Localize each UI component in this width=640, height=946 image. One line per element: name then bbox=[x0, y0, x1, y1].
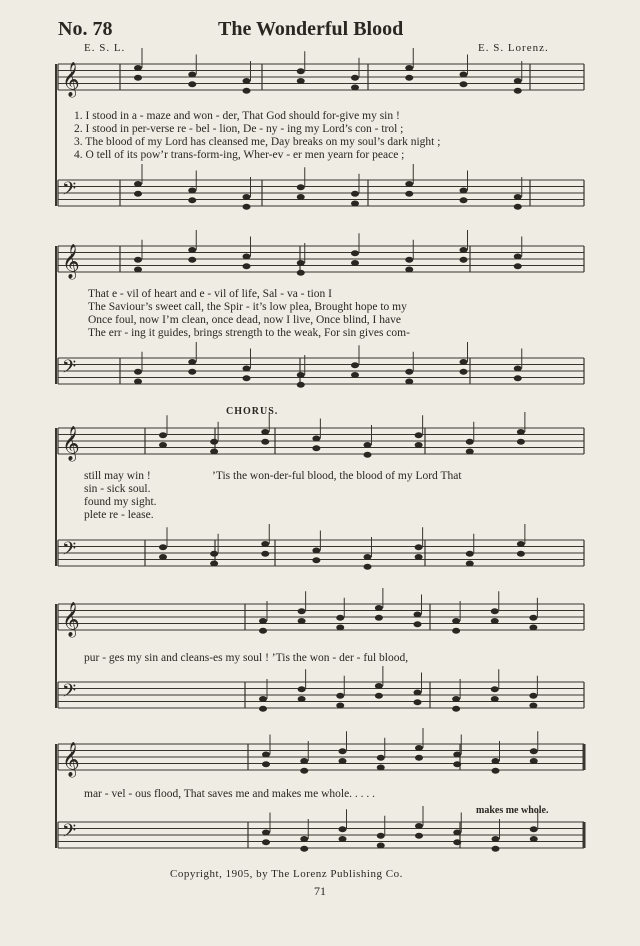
note-head bbox=[134, 379, 142, 385]
note-head bbox=[351, 75, 359, 81]
note-head bbox=[375, 693, 383, 699]
note-head bbox=[298, 686, 306, 692]
chorus-lyric-3: mar - vel - ous flood, That saves me and makes me whole. . . . . bbox=[84, 788, 376, 800]
note-head bbox=[466, 551, 474, 557]
verse2-line1: 2. I stood in per-verse re - bel - lion, De - ny - ing my Lord’s con - trol ; bbox=[74, 123, 404, 135]
note-head bbox=[259, 696, 267, 702]
bass-clef: 𝄢 bbox=[62, 821, 77, 846]
note-head bbox=[134, 65, 142, 71]
note-head bbox=[466, 449, 474, 455]
note-head bbox=[514, 366, 522, 372]
note-head bbox=[377, 843, 385, 849]
music-credit: E. S. Lorenz. bbox=[478, 42, 549, 54]
note-head bbox=[210, 449, 218, 455]
note-head bbox=[300, 836, 308, 842]
chorus-lyric-1: ’Tis the won-der-ful blood, the blood of my Lord That bbox=[212, 470, 462, 482]
note-head bbox=[298, 608, 306, 614]
note-head bbox=[243, 366, 251, 372]
note-head bbox=[492, 758, 500, 764]
note-head bbox=[491, 696, 499, 702]
note-head bbox=[159, 442, 167, 448]
system3-verse-endings bbox=[84, 470, 157, 522]
note-head bbox=[414, 621, 422, 627]
bass-clef: 𝄢 bbox=[62, 681, 77, 706]
note-head bbox=[466, 439, 474, 445]
note-head bbox=[415, 442, 423, 448]
note-head bbox=[336, 703, 344, 709]
note-head bbox=[243, 194, 251, 200]
verse1-ending: still may win ! bbox=[84, 470, 151, 482]
note-head bbox=[375, 605, 383, 611]
note-head bbox=[336, 625, 344, 631]
note-head bbox=[492, 846, 500, 852]
note-head bbox=[375, 615, 383, 621]
note-head bbox=[453, 761, 461, 767]
note-head bbox=[262, 830, 270, 836]
hymn-number: No. 78 bbox=[58, 18, 113, 40]
note-head bbox=[460, 197, 468, 203]
verse3-line1: 3. The blood of my Lord has cleansed me, Day breaks on my soul’s dark night ; bbox=[74, 136, 441, 148]
treble-clef: 𝄞 bbox=[62, 426, 80, 461]
verse4-line2: The err - ing it guides, brings strength to the weak, For sin gives com- bbox=[88, 327, 410, 339]
note-head bbox=[243, 375, 251, 381]
note-head bbox=[405, 267, 413, 273]
note-head bbox=[415, 432, 423, 438]
note-head bbox=[134, 181, 142, 187]
note-head bbox=[300, 846, 308, 852]
note-head bbox=[466, 561, 474, 567]
note-head bbox=[452, 618, 460, 624]
note-head bbox=[492, 768, 500, 774]
note-head bbox=[312, 445, 320, 451]
note-head bbox=[351, 250, 359, 256]
note-head bbox=[188, 197, 196, 203]
note-head bbox=[405, 379, 413, 385]
note-head bbox=[188, 188, 196, 194]
note-head bbox=[414, 690, 422, 696]
note-head bbox=[159, 554, 167, 560]
system1-lyrics bbox=[74, 110, 440, 162]
note-head bbox=[405, 191, 413, 197]
note-head bbox=[414, 699, 422, 705]
note-head bbox=[415, 755, 423, 761]
note-head bbox=[297, 372, 305, 378]
note-head bbox=[491, 686, 499, 692]
note-head bbox=[336, 615, 344, 621]
note-head bbox=[188, 247, 196, 253]
verse1-line1: 1. I stood in a - maze and won - der, That God should for-give my sin ! bbox=[74, 110, 400, 122]
note-head bbox=[460, 257, 468, 263]
bass-clef: 𝄢 bbox=[62, 179, 77, 204]
note-head bbox=[188, 257, 196, 263]
note-head bbox=[460, 247, 468, 253]
verse3-ending: found my sight. bbox=[84, 496, 157, 508]
system2-lyrics bbox=[88, 288, 410, 340]
note-head bbox=[261, 429, 269, 435]
note-head bbox=[243, 263, 251, 269]
note-head bbox=[452, 628, 460, 634]
note-head bbox=[297, 78, 305, 84]
bass-ending-lyric: makes me whole. bbox=[476, 805, 549, 816]
note-head bbox=[364, 564, 372, 570]
note-head bbox=[491, 608, 499, 614]
note-head bbox=[460, 81, 468, 87]
copyright-notice: Copyright, 1905, by The Lorenz Publishing Co. bbox=[170, 868, 403, 880]
note-head bbox=[453, 830, 461, 836]
note-head bbox=[259, 706, 267, 712]
note-head bbox=[298, 618, 306, 624]
note-head bbox=[262, 761, 270, 767]
note-head bbox=[312, 548, 320, 554]
note-head bbox=[300, 768, 308, 774]
note-head bbox=[159, 544, 167, 550]
note-head bbox=[259, 628, 267, 634]
note-head bbox=[514, 375, 522, 381]
note-head bbox=[530, 748, 538, 754]
note-head bbox=[530, 826, 538, 832]
note-head bbox=[262, 839, 270, 845]
note-head bbox=[529, 703, 537, 709]
note-head bbox=[297, 184, 305, 190]
note-head bbox=[261, 541, 269, 547]
note-head bbox=[243, 204, 251, 210]
treble-clef: 𝄞 bbox=[62, 742, 80, 777]
note-head bbox=[514, 194, 522, 200]
note-head bbox=[339, 836, 347, 842]
treble-clef: 𝄞 bbox=[62, 602, 80, 637]
note-head bbox=[134, 75, 142, 81]
note-head bbox=[460, 188, 468, 194]
note-head bbox=[351, 191, 359, 197]
note-head bbox=[243, 88, 251, 94]
note-head bbox=[351, 362, 359, 368]
note-head bbox=[415, 833, 423, 839]
bass-clef: 𝄢 bbox=[62, 357, 77, 382]
note-head bbox=[336, 693, 344, 699]
note-head bbox=[312, 557, 320, 563]
note-head bbox=[530, 836, 538, 842]
note-head bbox=[517, 439, 525, 445]
note-head bbox=[452, 706, 460, 712]
note-head bbox=[351, 85, 359, 91]
note-head bbox=[405, 257, 413, 263]
note-head bbox=[243, 78, 251, 84]
treble-clef: 𝄞 bbox=[62, 244, 80, 279]
note-head bbox=[377, 755, 385, 761]
note-head bbox=[243, 254, 251, 260]
note-head bbox=[351, 201, 359, 207]
note-head bbox=[491, 618, 499, 624]
note-head bbox=[415, 554, 423, 560]
note-head bbox=[415, 544, 423, 550]
note-head bbox=[210, 439, 218, 445]
note-head bbox=[514, 263, 522, 269]
note-head bbox=[312, 436, 320, 442]
note-head bbox=[261, 551, 269, 557]
note-head bbox=[134, 257, 142, 263]
note-head bbox=[339, 826, 347, 832]
note-head bbox=[414, 612, 422, 618]
note-head bbox=[339, 748, 347, 754]
note-head bbox=[351, 260, 359, 266]
note-head bbox=[297, 270, 305, 276]
note-head bbox=[514, 88, 522, 94]
note-head bbox=[297, 382, 305, 388]
note-head bbox=[297, 260, 305, 266]
note-head bbox=[452, 696, 460, 702]
note-head bbox=[210, 561, 218, 567]
note-head bbox=[339, 758, 347, 764]
note-head bbox=[188, 369, 196, 375]
note-head bbox=[188, 72, 196, 78]
note-head bbox=[517, 429, 525, 435]
verse4-ending: plete re - lease. bbox=[84, 509, 154, 521]
verse2-line2: The Saviour’s sweet call, the Spir - it’s low plea, Brought hope to my bbox=[88, 301, 407, 313]
note-head bbox=[460, 359, 468, 365]
verse2-ending: sin - sick soul. bbox=[84, 483, 151, 495]
note-head bbox=[188, 359, 196, 365]
treble-clef: 𝄞 bbox=[62, 62, 80, 97]
note-head bbox=[375, 683, 383, 689]
note-head bbox=[529, 693, 537, 699]
note-head bbox=[529, 625, 537, 631]
note-head bbox=[405, 65, 413, 71]
page-number: 71 bbox=[314, 884, 326, 898]
note-head bbox=[529, 615, 537, 621]
words-credit: E. S. L. bbox=[84, 42, 126, 54]
note-head bbox=[261, 439, 269, 445]
note-head bbox=[364, 452, 372, 458]
note-head bbox=[210, 551, 218, 557]
bass-clef: 𝄢 bbox=[62, 539, 77, 564]
note-head bbox=[188, 81, 196, 87]
verse1-line2: That e - vil of heart and e - vil of life, Sal - va - tion I bbox=[88, 288, 332, 300]
note-head bbox=[364, 554, 372, 560]
note-head bbox=[351, 372, 359, 378]
note-head bbox=[453, 752, 461, 758]
chorus-label: CHORUS. bbox=[226, 406, 279, 417]
note-head bbox=[405, 181, 413, 187]
hymn-title: The Wonderful Blood bbox=[218, 18, 404, 40]
note-head bbox=[492, 836, 500, 842]
note-head bbox=[514, 204, 522, 210]
note-head bbox=[514, 254, 522, 260]
note-head bbox=[415, 823, 423, 829]
verse4-line1: 4. O tell of its pow’r trans-form-ing, Wher-ev - er men yearn for peace ; bbox=[74, 149, 405, 161]
note-head bbox=[298, 696, 306, 702]
note-head bbox=[364, 442, 372, 448]
note-head bbox=[453, 839, 461, 845]
note-head bbox=[514, 78, 522, 84]
note-head bbox=[377, 765, 385, 771]
note-head bbox=[517, 541, 525, 547]
note-head bbox=[460, 369, 468, 375]
note-head bbox=[134, 369, 142, 375]
note-head bbox=[530, 758, 538, 764]
note-head bbox=[460, 72, 468, 78]
note-head bbox=[262, 752, 270, 758]
note-head bbox=[134, 267, 142, 273]
note-head bbox=[405, 75, 413, 81]
verse3-line2: Once foul, now I’m clean, once dead, now I live, Once blind, I have bbox=[88, 314, 401, 326]
note-head bbox=[415, 745, 423, 751]
note-head bbox=[297, 68, 305, 74]
note-head bbox=[259, 618, 267, 624]
note-head bbox=[405, 369, 413, 375]
chorus-lyric-2: pur - ges my sin and cleans-es my soul ! ’Tis the won - der - ful blood, bbox=[84, 652, 409, 664]
note-head bbox=[134, 191, 142, 197]
note-head bbox=[297, 194, 305, 200]
note-head bbox=[517, 551, 525, 557]
note-head bbox=[159, 432, 167, 438]
note-head bbox=[377, 833, 385, 839]
note-head bbox=[300, 758, 308, 764]
